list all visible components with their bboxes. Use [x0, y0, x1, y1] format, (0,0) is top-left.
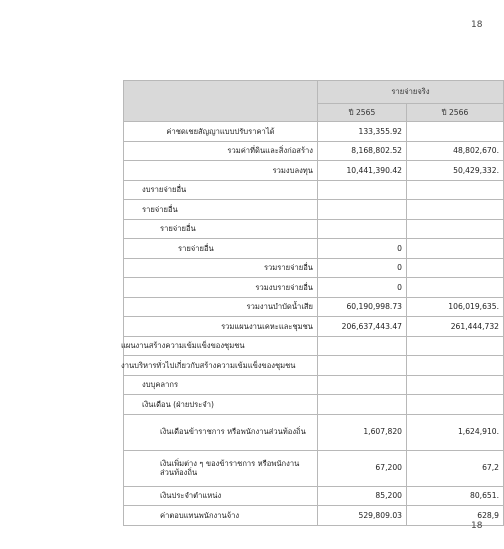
table-row [124, 297, 504, 317]
row-value-2566 [407, 200, 504, 220]
row-label: รายจ่ายอื่น [124, 219, 318, 239]
page-number-bottom: 18 [471, 521, 483, 531]
row-value-2566: 261,444,732 [407, 317, 504, 337]
row-value-2565: 60,190,998.73 [318, 297, 407, 317]
row-value-2566 [407, 239, 504, 259]
row-value-2565: 0 [318, 278, 407, 298]
header-group-actual-expense: รายจ่ายจริง [318, 81, 504, 104]
table-row [124, 219, 504, 239]
budget-table [123, 80, 504, 526]
row-label: เงินประจำตำแหน่ง [124, 486, 318, 506]
row-value-2566: 48,802,670. [407, 141, 504, 161]
row-value-2565: 206,637,443.47 [318, 317, 407, 337]
table-row [124, 141, 504, 161]
row-value-2565: 133,355.92 [318, 122, 407, 142]
row-value-2565: 0 [318, 239, 407, 259]
row-value-2566: 67,2 [407, 450, 504, 486]
row-value-2566: 80,651. [407, 486, 504, 506]
row-label: รวมรายจ่ายอื่น [124, 258, 318, 278]
row-label: ค่าชดเชยสัญญาแบบปรับราคาได้ [124, 122, 318, 142]
row-value-2565 [318, 219, 407, 239]
table-row [124, 180, 504, 200]
row-label [121, 356, 318, 376]
row-value-2566 [407, 336, 504, 356]
table-row [124, 486, 504, 506]
table-row [124, 278, 504, 298]
row-value-2566 [407, 356, 504, 376]
table-row [124, 200, 504, 220]
row-value-2566 [407, 219, 504, 239]
row-label: เงินเดือนข้าราชการ หรือพนักงานส่วนท้องถิ่น [124, 414, 318, 450]
row-value-2565 [318, 336, 407, 356]
table-row [124, 506, 504, 526]
row-label: งบบุคลากร [124, 375, 318, 395]
table-row [124, 356, 504, 376]
row-label-text: แผนงานสร้างความเข้มแข็งของชุมชน [121, 341, 245, 350]
table-row [124, 122, 504, 142]
row-value-2566 [407, 278, 504, 298]
row-label: รวมงบรายจ่ายอื่น [124, 278, 318, 298]
row-value-2565 [318, 356, 407, 376]
row-label: รวมงบลงทุน [124, 161, 318, 181]
table-row [124, 336, 504, 356]
row-value-2566: 50,429,332. [407, 161, 504, 181]
row-value-2566: 1,624,910. [407, 414, 504, 450]
table-row [124, 317, 504, 337]
row-value-2565 [318, 200, 407, 220]
row-value-2565: 10,441,390.42 [318, 161, 407, 181]
row-label-text: งานบริหารทั่วไปเกี่ยวกับสร้างความเข้มแข็งของชุมชน [121, 360, 296, 370]
row-value-2566 [407, 395, 504, 415]
table-row [124, 414, 504, 450]
row-value-2566 [407, 180, 504, 200]
row-value-2565: 85,200 [318, 486, 407, 506]
table-row [124, 450, 504, 486]
table-row [124, 239, 504, 259]
header-blank-cell [124, 81, 318, 122]
row-label: รายจ่ายอื่น [124, 239, 318, 259]
row-value-2565 [318, 180, 407, 200]
row-value-2565: 8,168,802.52 [318, 141, 407, 161]
table-row [124, 375, 504, 395]
table-row [124, 161, 504, 181]
row-label [121, 336, 318, 356]
header-year-2565: ปี 2565 [318, 104, 407, 122]
row-value-2565: 1,607,820 [318, 414, 407, 450]
row-label: รวมงานบำบัดน้ำเสีย [124, 297, 318, 317]
row-value-2565: 529,809.03 [318, 506, 407, 526]
row-label: เงินเดือน (ฝ่ายประจำ) [124, 395, 318, 415]
row-value-2566 [407, 375, 504, 395]
row-label: รวมแผนงานเคหะและชุมชน [124, 317, 318, 337]
row-value-2566 [407, 258, 504, 278]
row-value-2565 [318, 395, 407, 415]
row-value-2566: 628,9 [407, 506, 504, 526]
row-label: รายจ่ายอื่น [124, 200, 318, 220]
row-label: ค่าตอบแทนพนักงานจ้าง [124, 506, 318, 526]
row-value-2565 [318, 375, 407, 395]
header-year-2566: ปี 2566 [407, 104, 504, 122]
row-label: รวมค่าที่ดินและสิ่งก่อสร้าง [124, 141, 318, 161]
row-value-2565: 67,200 [318, 450, 407, 486]
row-label: เงินเพิ่มต่าง ๆ ของข้าราชการ หรือพนักงานส่วนท้องถิ่น [124, 450, 318, 486]
row-value-2566: 106,019,635. [407, 297, 504, 317]
table-row [124, 395, 504, 415]
page-number-top: 18 [471, 20, 483, 30]
row-value-2565: 0 [318, 258, 407, 278]
table-row [124, 258, 504, 278]
row-label: งบรายจ่ายอื่น [124, 180, 318, 200]
row-value-2566 [407, 122, 504, 142]
